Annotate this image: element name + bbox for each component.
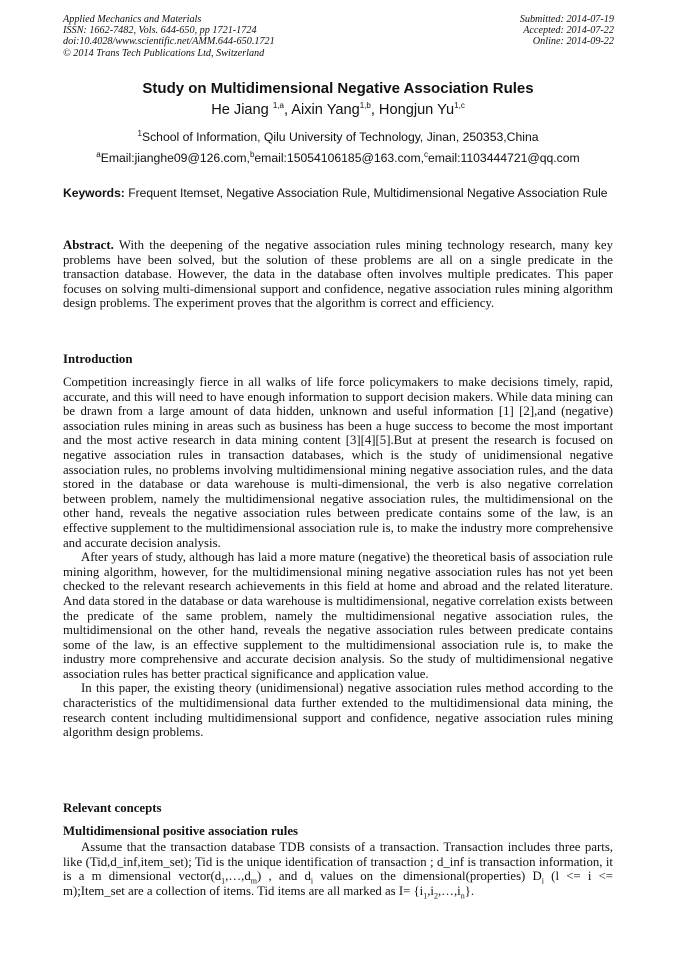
issn: ISSN: 1662-7482, Vols. 644-650, pp 1721-1724 — [63, 25, 257, 37]
section-heading-relevant-concepts: Relevant concepts — [63, 801, 162, 815]
accepted-date: Accepted: 2014-07-22 — [523, 25, 614, 37]
keywords — [63, 186, 613, 201]
submitted-date: Submitted: 2014-07-19 — [519, 14, 614, 25]
paragraph: Competition increasingly fierce in all walks of life force policymakers to make decisions timely, rapid, accurate, and this will need to have enough information to support decision makers. While data mining can be drawn from a large amount of data hidden, unknown and useful information [1] [2],and (negative) association rules mining in areas such as business has been a huge success to become the most important and the most active research in data mining content [3][4][5].But at present the research is focused on negative association rules in transaction databases, which is the study of unidimensional negative association rules, no problems involving multidimensional mining negative association rules, and the data stored in the database or data warehouse is multi-dimensional, the verb is also negative correlation between problem, namely the multidimensional negative association rules, the multidimensional on the other hand, reveals the negative association rules between predicate contains some of the law, is an effective supplement to the multidimensional association rule is, to make the industry more comprehensive and accurate decision analysis. — [63, 375, 613, 550]
author-list — [63, 102, 613, 118]
abstract-text: With the deepening of the negative association rules mining technology research, many key problems have been solved, but the solution of these problems are all on a single predicate in the transaction database. However, the data in the database often involves multiple predicates. This paper focuses on solving multi-dimensional support and confidence, negative association rules mining algorithm design problems. The experiment proves that the algorithm is correct and efficiency. — [63, 238, 613, 311]
introduction-body — [63, 375, 613, 740]
paragraph: In this paper, the existing theory (unidimensional) negative association rules method according to the characteristics of the multidimensional data further extended to the multidimensional data mining, the research content including multidimensional support and confidence, negative association rules mining algorithm design problems. — [63, 681, 613, 740]
email-address: email:1103444721@qq.com — [427, 151, 580, 165]
paragraph: Assume that the transaction database TDB consists of a transaction. Transaction includes three parts, like (Tid,d_inf,item_set); Tid is the unique identification of transaction ; d_inf is transaction information, it is a m dimensional $vector(d_1,\dots,d_m)$ , and $d_i$ values on the dimensional(properties) $D_i$ (l <= i <= m);Item_set are a collection of items. Tid items are all marked as $I= \{i_1,i_2,\dots,i_n\}$. — [63, 840, 614, 901]
affiliation-mark: 1 — [137, 128, 142, 138]
keywords-label: Keywords: — [63, 186, 125, 200]
email-list — [63, 151, 613, 165]
affiliation-text: School of Information, Qilu University of Technology, Jinan, 250353,China — [141, 130, 539, 144]
abstract — [63, 238, 613, 311]
author-affiliation-mark: 1,a — [272, 101, 284, 111]
author-name: He Jiang — [211, 102, 273, 118]
email-address: Email:jianghe09@126.com, — [100, 151, 250, 165]
email-address: email:15054106185@163.com, — [254, 151, 424, 165]
email-mark: b — [249, 149, 255, 159]
doi: doi:10.4028/www.scientific.net/AMM.644-650.1721 — [63, 36, 275, 48]
affiliation — [63, 130, 613, 144]
keywords-text: Frequent Itemset, Negative Association Rule, Multidimensional Negative Association Rule — [124, 186, 608, 200]
online-date: Online: 2014-09-22 — [532, 36, 614, 48]
relevant-concepts-body — [63, 840, 614, 901]
copyright: © 2014 Trans Tech Publications Ltd, Switzerland — [63, 47, 265, 59]
email-mark: a — [96, 149, 101, 159]
paper-title: Study on Multidimensional Negative Association Rules — [142, 80, 534, 97]
subsection-heading: Multidimensional positive association rules — [63, 824, 298, 838]
author-name: , Hongjun Yu — [370, 102, 455, 118]
abstract-label: Abstract. — [63, 238, 114, 252]
author-affiliation-mark: 1,b — [359, 101, 371, 111]
author-affiliation-mark: 1,c — [454, 101, 465, 111]
email-mark: c — [423, 149, 428, 159]
journal-header-right — [520, 14, 614, 48]
paragraph: After years of study, although has laid a more mature (negative) the theoretical basis of association rule mining algorithm, however, for the multidimensional mining negative association rules has not yet been checked to the relevant research achievements in this field at home and abroad and the related literature. And data stored in the database or data warehouse is multidimensional, negative correlation exists between the predicate of the same problem, namely the multidimensional negative association rules, the multidimensional on the other hand, reveals the negative association rules between predicate contains some of the law, is an effective supplement to the multidimensional association rule is, to make the industry more comprehensive and accurate decision analysis. So the study of multidimensional negative association rules has better practical significance and application value. — [63, 550, 613, 681]
section-heading-introduction: Introduction — [63, 352, 133, 366]
journal-name: Applied Mechanics and Materials — [63, 14, 202, 25]
author-name: , Aixin Yang — [283, 102, 360, 118]
journal-header-left — [63, 14, 275, 59]
